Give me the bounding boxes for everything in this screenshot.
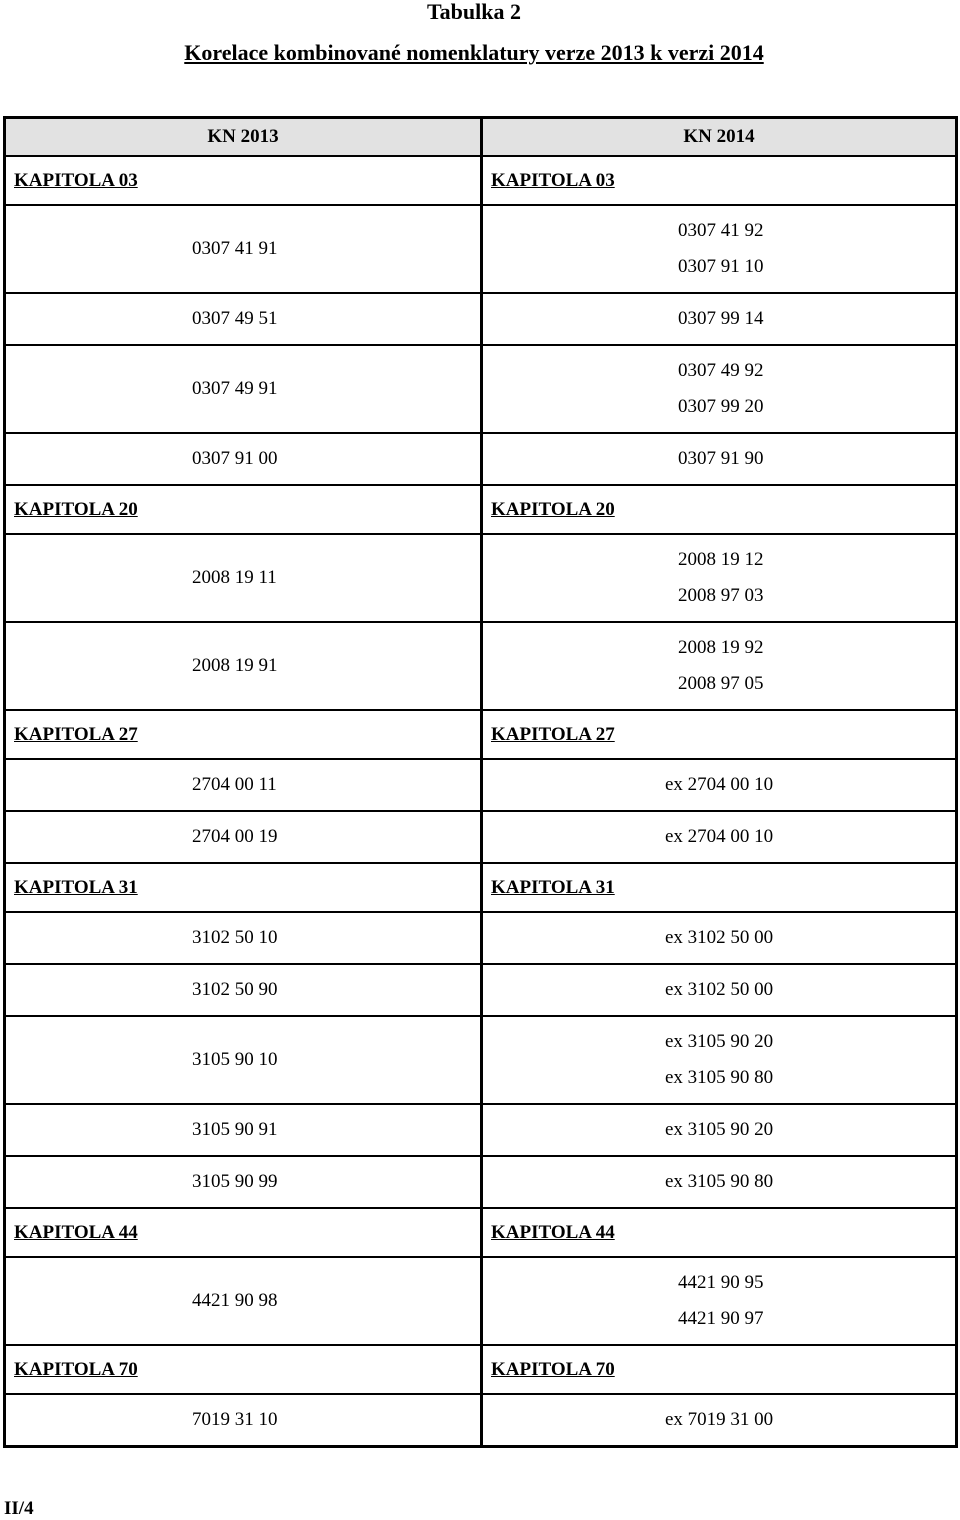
table-row <box>5 1104 957 1156</box>
page-title: Tabulka 2 <box>427 0 521 24</box>
chapter-row <box>5 863 957 912</box>
kn-2014-cell <box>482 433 957 485</box>
chapter-row <box>5 156 957 205</box>
kn-2013-cell <box>5 912 482 964</box>
chapter-label-kn-2013: KAPITOLA 27 <box>5 710 482 759</box>
kn-2014-cell <box>482 759 957 811</box>
kn-2014-cell <box>482 205 957 293</box>
kn-2013-cell <box>5 293 482 345</box>
kn-2013-cell <box>5 1016 482 1104</box>
cn-code: 3102 50 90 <box>192 979 278 1000</box>
chapter-label-kn-2013: KAPITOLA 44 <box>5 1208 482 1257</box>
cn-code: 7019 31 10 <box>192 1409 278 1430</box>
kn-2014-cell <box>482 1394 957 1447</box>
table-row <box>5 293 957 345</box>
table-subtitle: Korelace kombinované nomenklatury verze 2013 k verzi 2014 <box>184 40 764 65</box>
chapter-label-kn-2014: KAPITOLA 27 <box>482 710 957 759</box>
cn-code: 0307 91 00 <box>192 448 278 469</box>
kn-2013-cell <box>5 1257 482 1345</box>
chapter-label-kn-2014: KAPITOLA 44 <box>482 1208 957 1257</box>
cn-code: ex 7019 31 00 <box>665 1409 774 1430</box>
page-number: II/4 <box>4 1498 34 1519</box>
chapter-row <box>5 1208 957 1257</box>
table-row <box>5 964 957 1016</box>
chapter-label-kn-2013: KAPITOLA 20 <box>5 485 482 534</box>
cn-code: 0307 91 90 <box>678 448 764 469</box>
kn-2013-cell <box>5 1156 482 1208</box>
cn-code: 0307 41 92 <box>678 220 764 241</box>
chapter-label-kn-2014: KAPITOLA 03 <box>482 156 957 205</box>
cn-code: ex 2704 00 10 <box>665 774 774 795</box>
cn-code: ex 3105 90 20 <box>665 1119 774 1140</box>
chapter-row <box>5 485 957 534</box>
table-row <box>5 534 957 622</box>
cn-code: 2008 19 12 <box>678 549 764 570</box>
cn-code: 0307 49 51 <box>192 308 278 329</box>
cn-code: 0307 41 91 <box>192 238 278 259</box>
cn-code: 4421 90 95 <box>678 1272 764 1293</box>
table-row <box>5 345 957 433</box>
cn-code: 0307 49 91 <box>192 378 278 399</box>
kn-2014-cell <box>482 622 957 710</box>
cn-code: 2008 97 05 <box>678 673 764 694</box>
header-kn-2014: KN 2014 <box>482 118 957 157</box>
cn-code: 2008 19 91 <box>192 655 278 676</box>
table-row <box>5 205 957 293</box>
kn-2013-cell <box>5 534 482 622</box>
kn-2013-cell <box>5 964 482 1016</box>
kn-2014-cell <box>482 1104 957 1156</box>
table-row <box>5 1394 957 1447</box>
table-row <box>5 1016 957 1104</box>
cn-code: 3105 90 10 <box>192 1049 278 1070</box>
kn-2013-cell <box>5 1104 482 1156</box>
kn-2014-cell <box>482 811 957 863</box>
cn-code: ex 3105 90 20 <box>665 1031 774 1052</box>
table-row <box>5 622 957 710</box>
cn-code: 2704 00 19 <box>192 826 278 847</box>
kn-2014-cell <box>482 1257 957 1345</box>
cn-code: 0307 99 20 <box>678 396 764 417</box>
chapter-label-kn-2013: KAPITOLA 31 <box>5 863 482 912</box>
cn-code: 2008 19 92 <box>678 637 764 658</box>
chapter-label-kn-2014: KAPITOLA 31 <box>482 863 957 912</box>
kn-2013-cell <box>5 1394 482 1447</box>
kn-2013-cell <box>5 811 482 863</box>
kn-2013-cell <box>5 433 482 485</box>
table-row <box>5 912 957 964</box>
kn-2014-cell <box>482 964 957 1016</box>
kn-2013-cell <box>5 759 482 811</box>
chapter-label-kn-2013: KAPITOLA 70 <box>5 1345 482 1394</box>
cn-code: ex 3105 90 80 <box>665 1171 774 1192</box>
cn-code: 2008 97 03 <box>678 585 764 606</box>
cn-code: 0307 49 92 <box>678 360 764 381</box>
kn-2013-cell <box>5 622 482 710</box>
cn-code: 4421 90 98 <box>192 1290 278 1311</box>
cn-code: ex 3105 90 80 <box>665 1067 774 1088</box>
kn-2014-cell <box>482 1016 957 1104</box>
kn-2014-cell <box>482 534 957 622</box>
chapter-row <box>5 710 957 759</box>
cn-code: 2704 00 11 <box>192 774 277 795</box>
chapter-label-kn-2014: KAPITOLA 20 <box>482 485 957 534</box>
correlation-table <box>3 116 958 1448</box>
correlation-table-body <box>5 118 957 1447</box>
kn-2013-cell <box>5 205 482 293</box>
table-row <box>5 759 957 811</box>
cn-code: 0307 99 14 <box>678 308 764 329</box>
chapter-row <box>5 1345 957 1394</box>
cn-code: ex 2704 00 10 <box>665 826 774 847</box>
table-header-row <box>5 118 957 157</box>
cn-code: 3105 90 99 <box>192 1171 278 1192</box>
cn-code: ex 3102 50 00 <box>665 927 774 948</box>
table-row <box>5 1156 957 1208</box>
cn-code: 2008 19 11 <box>192 567 277 588</box>
table-row <box>5 433 957 485</box>
cn-code: 3105 90 91 <box>192 1119 278 1140</box>
chapter-label-kn-2013: KAPITOLA 03 <box>5 156 482 205</box>
cn-code: 0307 91 10 <box>678 256 764 277</box>
header-kn-2013: KN 2013 <box>5 118 482 157</box>
kn-2013-cell <box>5 345 482 433</box>
kn-2014-cell <box>482 345 957 433</box>
kn-2014-cell <box>482 912 957 964</box>
cn-code: ex 3102 50 00 <box>665 979 774 1000</box>
kn-2014-cell <box>482 293 957 345</box>
chapter-label-kn-2014: KAPITOLA 70 <box>482 1345 957 1394</box>
table-row <box>5 811 957 863</box>
cn-code: 4421 90 97 <box>678 1308 764 1329</box>
cn-code: 3102 50 10 <box>192 927 278 948</box>
kn-2014-cell <box>482 1156 957 1208</box>
table-row <box>5 1257 957 1345</box>
